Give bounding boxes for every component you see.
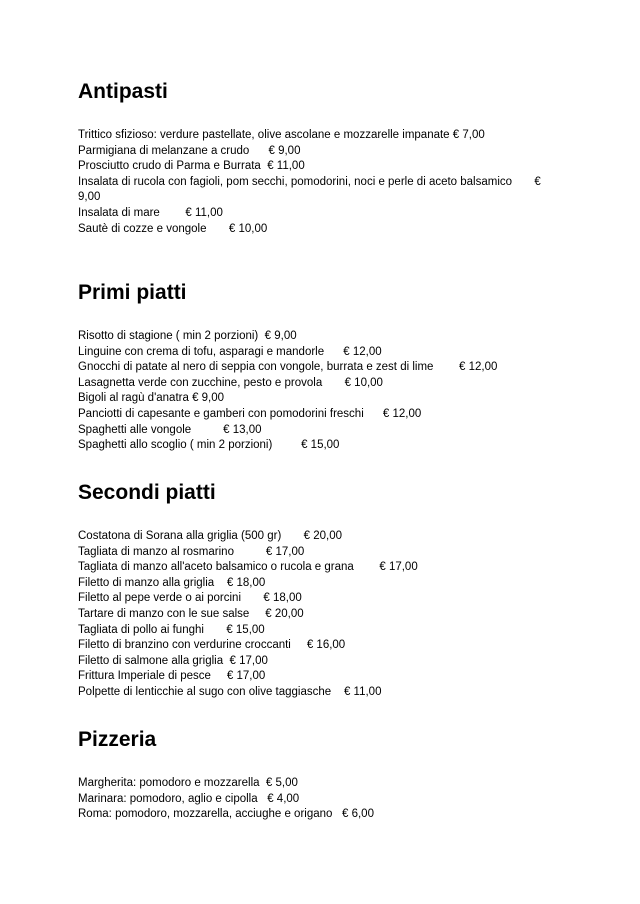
menu-list <box>78 776 578 823</box>
menu-item: Tagliata di manzo all'aceto balsamico o rucola e grana € 17,00 <box>78 561 418 574</box>
menu-list <box>78 329 578 454</box>
menu-item: Insalata di rucola con fagioli, pom secchi, pomodorini, noci e perle di aceto balsamico € <box>78 175 541 188</box>
section-title: Primi piatti <box>78 281 187 304</box>
menu-list <box>78 128 578 237</box>
menu-item: Prosciutto crudo di Parma e Burrata € 11,00 <box>78 160 305 173</box>
menu-item: Trittico sfizioso: verdure pastellate, olive ascolane e mozzarelle impanate € 7,00 <box>78 129 485 141</box>
menu-item: Tartare di manzo con le sue salse € 20,00 <box>78 607 304 620</box>
menu-item: Margherita: pomodoro e mozzarella € 5,00 <box>78 777 298 789</box>
menu-item: Filetto di salmone alla griglia € 17,00 <box>78 654 268 667</box>
menu-item: Filetto di branzino con verdurine croccanti € 16,00 <box>78 639 346 652</box>
menu-item: Filetto di manzo alla griglia € 18,00 <box>78 576 266 589</box>
menu-item: Parmigiana di melanzane a crudo € 9,00 <box>78 144 301 157</box>
section-title: Antipasti <box>78 80 168 103</box>
menu-item: Marinara: pomodoro, aglio e cipolla € 4,00 <box>78 792 300 805</box>
menu-item: Spaghetti allo scoglio ( min 2 porzioni) € 15,00 <box>78 439 340 452</box>
menu-item: Polpette di lenticchie al sugo con olive taggiasche € 11,00 <box>78 685 382 698</box>
menu-item: Filetto al pepe verde o ai porcini € 18,00 <box>78 592 302 605</box>
section-antipasti <box>78 80 578 237</box>
menu-item: Roma: pomodoro, mozzarella, acciughe e origano € 6,00 <box>78 808 374 821</box>
menu-item: Bigoli al ragù d'anatra € 9,00 <box>78 392 225 405</box>
section-title: Pizzeria <box>78 728 157 751</box>
menu-item: Costatona di Sorana alla griglia (500 gr) € 20,00 <box>78 530 343 542</box>
menu-item: Linguine con crema di tofu, asparagi e mandorle € 12,00 <box>78 345 382 358</box>
section-pizzeria <box>78 728 578 823</box>
menu-item: Tagliata di manzo al rosmarino € 17,00 <box>78 545 305 558</box>
menu-list <box>78 529 578 701</box>
menu-item: Frittura Imperiale di pesce € 17,00 <box>78 670 266 683</box>
section-primi-piatti <box>78 281 578 454</box>
menu-item: Tagliata di pollo ai funghi € 15,00 <box>78 623 265 636</box>
menu-item: Panciotti di capesante e gamberi con pomodorini freschi € 12,00 <box>78 407 422 420</box>
menu-item: Spaghetti alle vongole € 13,00 <box>78 423 262 436</box>
menu-item: 9,00 <box>78 191 101 204</box>
section-secondi-piatti <box>78 481 578 701</box>
menu-item: Sautè di cozze e vongole € 10,00 <box>78 222 268 235</box>
menu-item: Insalata di mare € 11,00 <box>78 206 223 219</box>
menu-item: Gnocchi di patate al nero di seppia con vongole, burrata e zest di lime € 12,00 <box>78 361 498 374</box>
section-title: Secondi piatti <box>78 481 216 504</box>
menu-item: Risotto di stagione ( min 2 porzioni) € 9,00 <box>78 330 297 342</box>
menu-item: Lasagnetta verde con zucchine, pesto e provola € 10,00 <box>78 376 383 389</box>
